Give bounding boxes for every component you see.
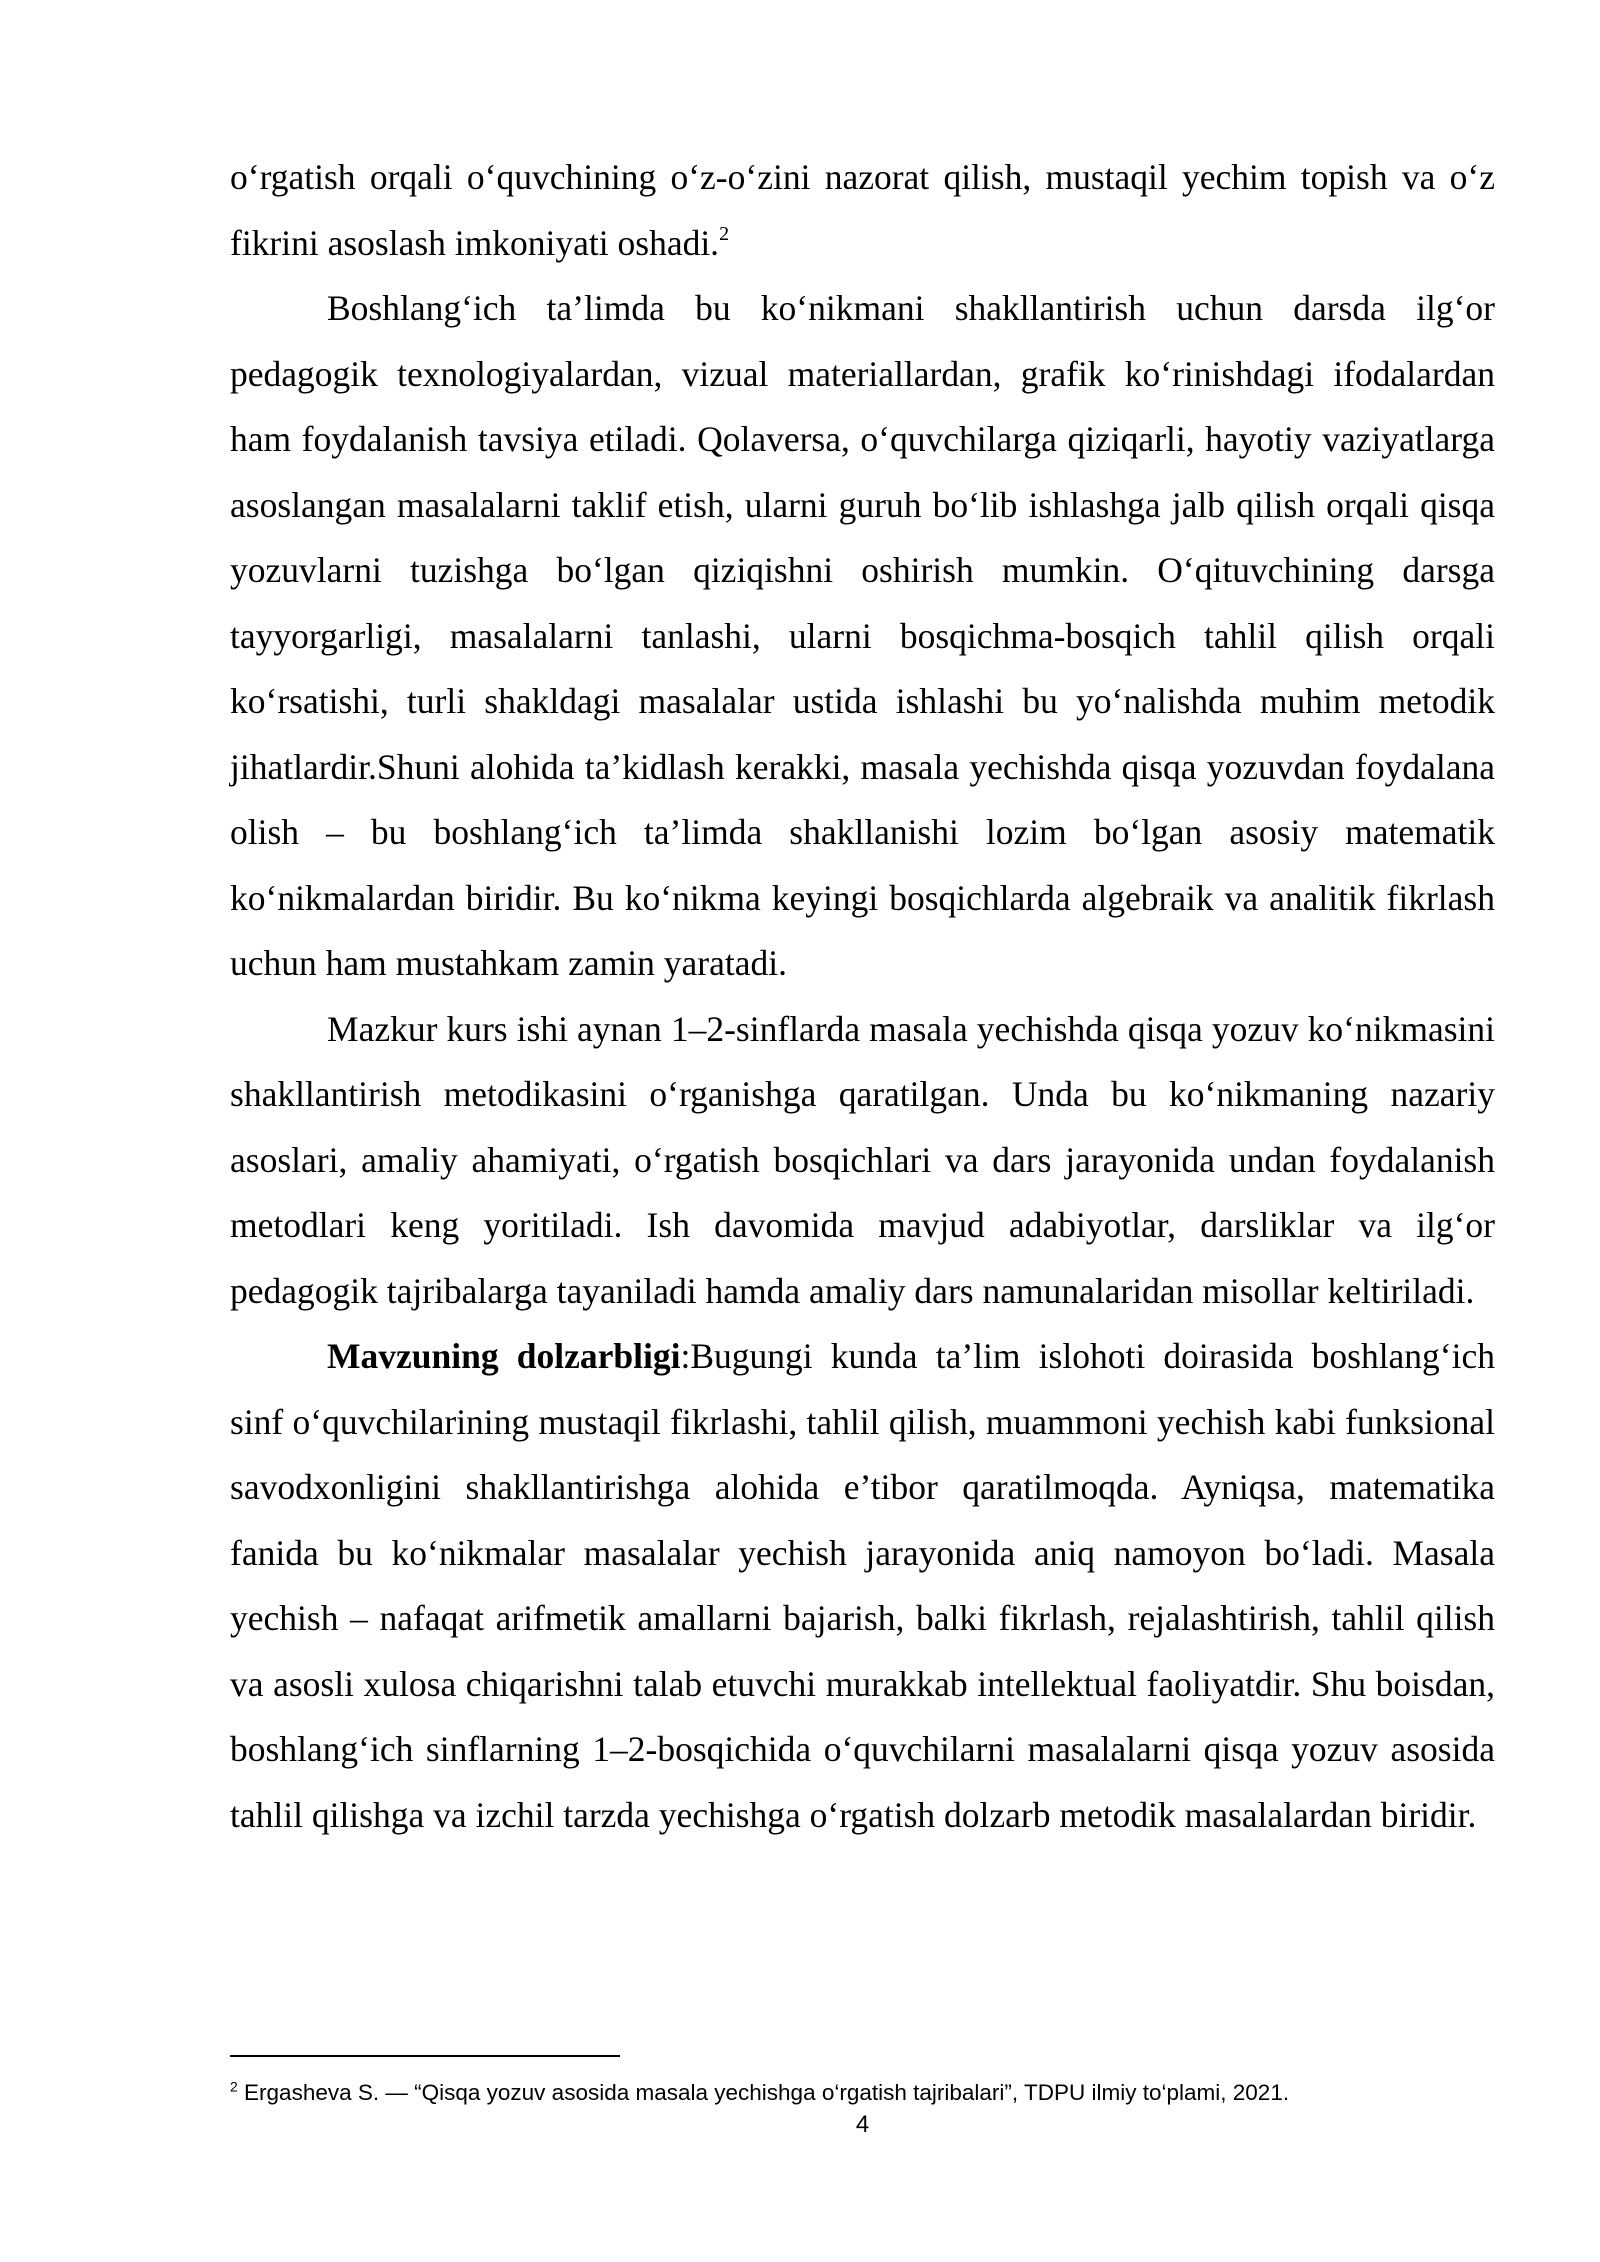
paragraph-4: [230, 1324, 1495, 1848]
page-number: 4: [855, 2111, 870, 2138]
footnote-separator: [230, 2055, 620, 2057]
paragraph-continuation: [230, 145, 1495, 276]
body-text: [230, 145, 1495, 1848]
footnote-number: 2: [230, 2078, 238, 2095]
paragraph-1-text: o‘rgatish orqali o‘quvchining o‘z-o‘zini nazorat qilish, mustaqil yechim topish va o‘z fikrini asoslash imkoniyati oshadi.: [230, 157, 1495, 263]
paragraph-3: Mazkur kurs ishi aynan 1–2-sinflarda masala yechishda qisqa yozuv ko‘nikmasini shakllantirish metodikasini o‘rganishga qaratilgan. Unda bu ko‘nikmaning nazariy asoslari, amaliy ahamiyati, o‘rgatish bosqichlari va dars jarayonida undan foydalanish metodlari keng yoritiladi. Ish davomida mavjud adabiyotlar, darsliklar va ilg‘or pedagogik tajribalarga tayaniladi hamda amaliy dars namunalaridan misollar keltiriladi.: [230, 1008, 1495, 1311]
paragraph-2: Boshlang‘ich ta’limda bu ko‘nikmani shakllantirish uchun darsda ilg‘or pedagogik texnologiyalardan, vizual materiallardan, grafik ko‘rinishdagi ifodalardan ham foydalanish tavsiya etiladi. Qolaversa, o‘quvchilarga qiziqarli, hayotiy vaziyatlarga asoslangan masalalarni taklif etish, ularni guruh bo‘lib ishlashga jalb qilish orqali qisqa yozuvlarni tuzishga bo‘lgan qiziqishni oshirish mumkin. O‘qituvchining darsga tayyorgarligi, masalalarni tanlashi, ularni bosqichma-bosqich tahlil qilish orqali ko‘rsatishi, turli shakldagi masalalar ustida ishlashi bu yo‘nalishda muhim metodik jihatlardir.Shuni alohida ta’kidlash kerakki, masala yechishda qisqa yozuvdan foydalana olish – bu boshlang‘ich ta’limda shakllanishi lozim bo‘lgan asosiy matematik ko‘nikmalardan biridir. Bu ko‘nikma keyingi bosqichlarda algebraik va analitik fikrlash uchun ham mustahkam zamin yaratadi.: [230, 288, 1495, 983]
paragraph-4-text: :Bugungi kunda ta’lim islohoti doirasida boshlang‘ich sinf o‘quvchilarining mustaqil fikrlashi, tahlil qilish, muammoni yechish kabi funksional savodxonligini shakllantirishga alohida e’tibor qaratilmoqda. Ayniqsa, matematika fanida bu ko‘nikmalar masalalar yechish jarayonida aniq namoyon bo‘ladi. Masala yechish – nafaqat arifmetik amallarni bajarish, balki fikrlash, rejalashtirish, tahlil qilish va asosli xulosa chiqarishni talab etuvchi murakkab intellektual faoliyatdir. Shu boisdan, boshlang‘ich sinflarning 1–2-bosqichida o‘quvchilarni masalalarni qisqa yozuv asosida tahlil qilishga va izchil tarzda yechishga o‘rgatish dolzarb metodik masalalardan biridir.: [230, 1336, 1496, 1835]
section-heading-relevance: Mavzuning dolzarbligi: [327, 1336, 681, 1376]
footnote-reference: 2: [719, 222, 730, 245]
footnote: [230, 2078, 1495, 2108]
footnote-text: Ergasheva S. — “Qisqa yozuv asosida masala yechishga o‘rgatish tajribalari”, TDPU ilmiy to‘plami, 2021.: [237, 2080, 1290, 2105]
